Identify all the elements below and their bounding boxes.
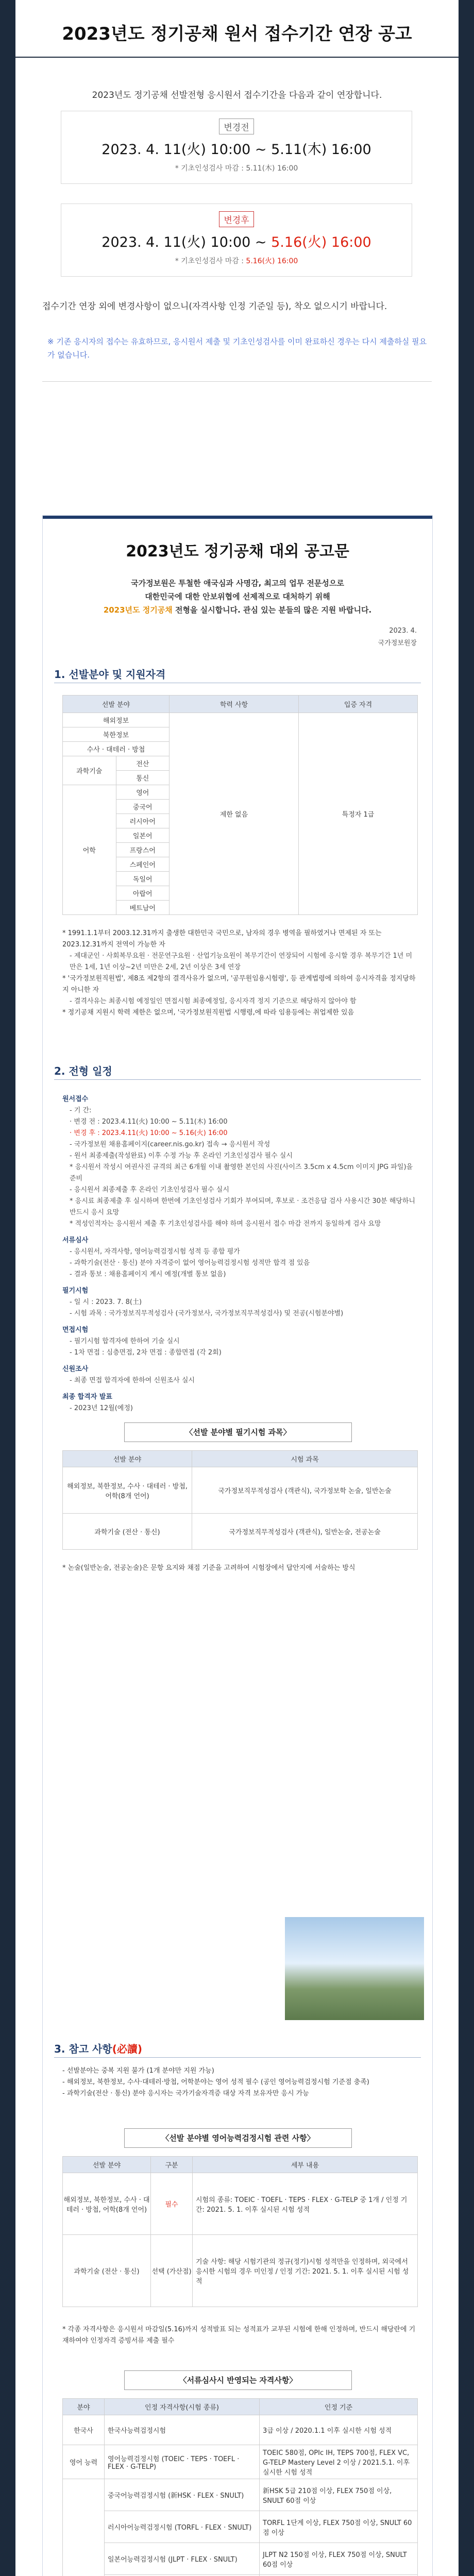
schedule-item: - 기 간: [70,1107,92,1114]
schedule-item: - 일 시 : 2023. 7. 8(土) [70,1298,142,1306]
exam-cell: 일본어능력검정시험 (JLPT · FLEX · SNULT) [105,2543,260,2575]
qualification-note: - 결격사유는 최종시험 예정일인 면접시험 최종예정일, 응시자격 정지 기준으로 해당하지 않아야 함 [70,997,357,1005]
field-cell: 과학기술 (전산 · 통신) [63,2235,151,2307]
before-note: * 기초인성검사 마감 : 5.11(木) 16:00 [175,164,298,173]
field-cell: 해외정보, 북한정보, 수사 · 대테러 · 방첩, 어학(8개 언어) [63,2173,151,2235]
schedule-item: * 응시원서 작성시 여권사진 규격의 최근 6개월 이내 촬영한 본인의 사진(사이즈 3.5cm x 4.5cm 이미지 JPG 파일)을 준비 [70,1163,413,1182]
english-table [62,2156,418,2307]
th-field: 선발 분야 [63,1451,192,1467]
schedule-item: * 적성인적자는 응시원서 제출 후 기초인성검사를 해야 하며 응시원서 접수 마감 전까지 동일하게 검사 요망 [70,1220,381,1228]
schedule-item: 최종 합격자 발표 [62,1393,112,1401]
notice-highlight: 2023년도 정기공채 [103,605,173,615]
section-3-label: 3. 참고 사항 [54,2043,112,2055]
th-area: 분야 [63,2399,105,2415]
page-title: 2023년도 정기공채 원서 접수기간 연장 공고 [62,24,412,44]
th-cert: 입증 자격 [299,696,418,713]
qualification-note: * 1991.1.1부터 2003.12.31까지 출생한 대한민국 국민으로, 남자의 경우 병역을 필하였거나 면제된 자 또는 2023.12.31까지 전역이 가능한 자 [62,929,382,948]
notice-line-3-rest: 전형을 실시합니다. 관심 있는 분들의 많은 지원 바랍니다. [172,605,372,615]
after-date-start: 2023. 4. 11(火) 10:00 ~ [101,234,272,250]
credential-table-title: 〈서류심사시 반영되는 자격사항〉 [124,2370,352,2390]
schedule-item: - 최종 면접 합격자에 한하여 신원조사 실시 [70,1377,195,1384]
th-education: 학력 사항 [170,696,299,713]
subject-cell: 국가정보직무적성검사 (객관식), 국가정보학 논술, 일반논술 [192,1467,418,1514]
type-cell: 선택 (가산점) [151,2235,193,2307]
type-cell: 필수 [151,2173,193,2235]
language-item: 베트남어 [116,901,170,915]
area-cell: 영어 능력 [63,2445,105,2479]
science-cell: 과학기술 [63,756,116,785]
schedule-item: - 국가정보원 채용홈페이지(career.nis.go.kr) 접속 → 응시원서 작성 [70,1141,270,1148]
divider [42,381,432,382]
exam-cell: 영어능력검정시험 (TOEIC · TEPS · TOEFL · FLEX · G-TELP) [105,2445,260,2479]
schedule-item: - 시험 과목 : 국가정보직무적성검사 (국가정보사, 국가정보직무적성검사) 및 전공(시험분야별) [70,1310,344,1317]
exam-note [62,1563,418,1574]
language-item: 독일어 [116,872,170,886]
qualification-note: * '국가정보원직원법', 제8조 제2항의 결격사유가 없으며, '공무원임용시험령', 등 관계법령에 의하여 응시자격을 정지당하지 아니한 자 [62,975,416,994]
schedule-item: 필기시험 [62,1287,89,1295]
must-read-tag: (必讀) [112,2043,143,2055]
after-label: 변경후 [219,211,253,227]
section-3-title [54,2041,142,2056]
language-item: 일본어 [116,828,170,843]
th-type: 구분 [151,2157,193,2173]
page-header [15,0,459,58]
reference-line: - 선발분야는 중복 지원 불가 (1개 분야만 지원 가능) [62,2067,214,2075]
extension-paragraph: 접수기간 연장 외에 변경사항이 없으니(자격사항 인정 기준일 등), 착오 없으시기 바랍니다. [42,301,387,312]
reference-line: - 과학기술(전산 · 통신) 분야 응시자는 국가기술자격증 대상 자격 보유자만 응시 가능 [62,2090,309,2097]
th-field: 선발 분야 [63,696,170,713]
cert-cell: 특정자 1급 [299,713,418,915]
language-item: 프랑스어 [116,843,170,857]
education-cell: 제한 없음 [170,713,299,915]
notice-top-bar [43,516,432,519]
th-standard: 인정 기준 [260,2399,418,2415]
field-cell: 전산 [116,756,170,771]
exam-subject-table-title: 〈선발 분야별 필기시험 과목〉 [124,1422,352,1442]
notice-org: 국가정보원장 [378,639,417,647]
notice-line-3 [43,604,432,615]
exam-cell: 중국어능력검정시험 (新HSK · FLEX · SNULT) [105,2479,260,2511]
area-cell [63,2479,105,2576]
section-3-rule [54,2057,421,2058]
language-item: 아랍어 [116,886,170,901]
standard-cell: JLPT N2 150점 이상, FLEX 750점 이상, SNULT 60점 이상 [260,2543,418,2575]
qualification-notes [62,928,418,1019]
qualification-note: - 제대군인 · 사회복무요원 · 전문연구요원 · 산업기능요원이 복무기간이 연장되어 시험에 응시할 경우 복무기간 1년 미만은 1세, 1년 이상~2년 미만은 2세, 2년 이상은 3세 연장 [70,952,413,971]
field-cell: 해외정보, 북한정보, 수사 · 대테러 · 방첩, 어학(8개 언어) [63,1467,192,1514]
schedule-item: · 변경 후 : 2023.4.11(火) 10:00 ~ 5.16(火) 16:00 [70,1129,228,1137]
notice-box [42,515,433,2576]
schedule-item: · 변경 전 : 2023.4.11(火) 10:00 ~ 5.11(木) 16:00 [70,1118,228,1126]
schedule-item: - 2023년 12월(예정) [70,1404,133,1412]
exam-cell: 한국사능력검정시험 [105,2415,260,2445]
before-label: 변경전 [219,118,253,134]
english-note-text: * 각종 자격사항은 응시원서 마감일(5.16)까지 성적발표 되는 성적표가 교부된 시험에 한해 인정하며, 반드시 해당란에 기재하여야 인정자격 증빙서류 제출 필수 [62,2326,416,2345]
notice-line-2: 대한민국에 대한 안보위협에 선제적으로 대처하기 위해 [145,592,330,601]
qualification-note: * 정기공채 지원시 학력 제한은 없으며, '국가정보원직원법 시행령,에 따라 임용등에는 취업제한 있음 [62,1009,354,1016]
qualification-table [62,695,418,915]
field-cell: 통신 [116,771,170,785]
standard-cell: TOEIC 580점, OPIc IH, TEPS 700점, FLEX VC, G-TELP Mastery Level 2 이상 / 2021.5.1. 이후 실시한 시험 성적 [260,2445,418,2479]
language-item: 중국어 [116,800,170,814]
existing-applicant-note: ※ 기존 응시자의 접수는 유효하므로, 응시원서 제출 및 기초인성검사를 이미 완료하신 경우는 다시 제출하실 필요가 없습니다. [47,337,427,360]
schedule-item: - 결과 통보 : 채용홈페이지 계시 예정(개별 통보 없음) [70,1270,226,1278]
reference-lines [62,2065,418,2099]
schedule-item: 면접시험 [62,1326,89,1334]
schedule-item: - 응시원서, 자격사항, 영어능력검정시험 성적 등 종합 평가 [70,1248,240,1256]
after-box [61,204,412,277]
credential-table [62,2398,418,2576]
english-table-title: 〈선발 분야별 영어능력검정시험 관련 사항〉 [124,2128,352,2148]
detail-cell: 시험의 종류: TOEIC · TOEFL · TEPS · FLEX · G-TELP 중 1개 / 인정 기간: 2021. 5. 1. 이후 실시된 시험 성적 [193,2173,418,2235]
field-cell: 과학기술 (전산 · 통신) [63,1514,192,1550]
exam-subject-table [62,1450,418,1550]
before-date: 2023. 4. 11(火) 10:00 ~ 5.11(木) 16:00 [101,142,371,158]
schedule-item: - 1차 면접 : 심층면접, 2차 면접 : 종합면접 (각 2회) [70,1349,222,1357]
notice-line-1: 국가정보원은 투철한 애국심과 사명감, 최고의 업무 전문성으로 [131,579,344,588]
field-cell: 북한정보 [63,727,170,742]
th-detail: 세부 내용 [193,2157,418,2173]
intro-text: 2023년도 정기공채 선발전형 응시원서 접수기간을 다음과 같이 연장합니다. [92,90,382,100]
notice-title: 2023년도 정기공채 대외 공고문 [126,543,349,561]
schedule-item: 원서접수 [62,1095,89,1103]
subject-cell: 국가정보직무적성검사 (객관식), 일반논술, 전공논술 [192,1514,418,1550]
english-note [62,2324,418,2347]
section-2-title: 2. 전형 일정 [54,1065,112,1077]
th-field: 선발 분야 [63,2157,151,2173]
field-cell: 수사 · 대테러 · 방첩 [63,742,170,756]
after-date-end: 5.16(火) 16:00 [271,234,371,250]
standard-cell: 新HSK 5급 210점 이상, FLEX 750점 이상, SNULT 60점 이상 [260,2479,418,2511]
schedule-item: - 응시원서 최종제출 후 온라인 기초인성검사 필수 실시 [70,1186,229,1194]
notice-page [15,0,459,2576]
standard-cell: TORFL 1단계 이상, FLEX 750점 이상, SNULT 60점 이상 [260,2511,418,2543]
after-note-deadline: 5.16(火) 16:00 [246,257,298,265]
standard-cell: 3급 이상 / 2020.1.1 이후 실시한 시험 성적 [260,2415,418,2445]
after-note [61,256,412,266]
exam-cell: 러시아어능력검정시험 (TORFL · FLEX · SNULT) [105,2511,260,2543]
schedule-item: 서류심사 [62,1236,89,1244]
section-1-title: 1. 선발분야 및 지원자격 [54,668,166,681]
schedule-item: - 과학기술(전산 · 통신) 분야 자격증이 없어 영어능력검정시험 성적만 합격 점 있음 [70,1259,310,1267]
section-2-rule [54,1079,421,1080]
language-cell: 어학 [63,785,116,915]
schedule-list [62,1089,418,1414]
th-exam: 인정 자격사항(시험 종류) [105,2399,260,2415]
language-item: 러시아어 [116,814,170,828]
th-subject: 시험 과목 [192,1451,418,1467]
after-note-prefix: * 기초인성검사 마감 : [175,257,246,265]
reference-line: - 해외정보, 북한정보, 수사·대테러·방첩, 어학분야는 영어 성적 필수 (공인 영어능력검정시험 기준점 충족) [62,2078,369,2086]
schedule-item: * 응시료 최종제출 후 실시하며 한번에 기초인성검사 기회가 부여되며, 후보로 · 조건응답 검사 사용시간 30분 해당하니 반드시 응시 요망 [70,1197,415,1216]
before-box [61,111,412,184]
detail-cell: 기술 사항: 해당 시험기관의 정규(정기)시험 성적만을 인정하며, 외국에서 응시한 시험의 경우 미인정 / 인정 기간: 2021. 5. 1. 이후 실시된 시험 성적 [193,2235,418,2307]
headquarters-photo [285,1917,424,2020]
language-item: 영어 [116,785,170,800]
field-cell: 해외정보 [63,713,170,727]
exam-note-text: * 논술(일반논술, 전공논술)은 문항 요지와 채점 기준을 고려하여 시험장에서 답안지에 서술하는 방식 [62,1564,356,1572]
schedule-item: 신원조사 [62,1365,89,1373]
schedule-item: - 필기시험 합격자에 한하여 기술 실시 [70,1337,180,1345]
language-item: 스페인어 [116,857,170,872]
after-date [61,231,412,251]
area-cell: 한국사 [63,2415,105,2445]
notice-date: 2023. 4. [389,627,417,635]
schedule-item: - 원서 최종제출(작성완료) 이후 수정 가능 후 온라인 기초인성검사 필수 실시 [70,1152,293,1160]
